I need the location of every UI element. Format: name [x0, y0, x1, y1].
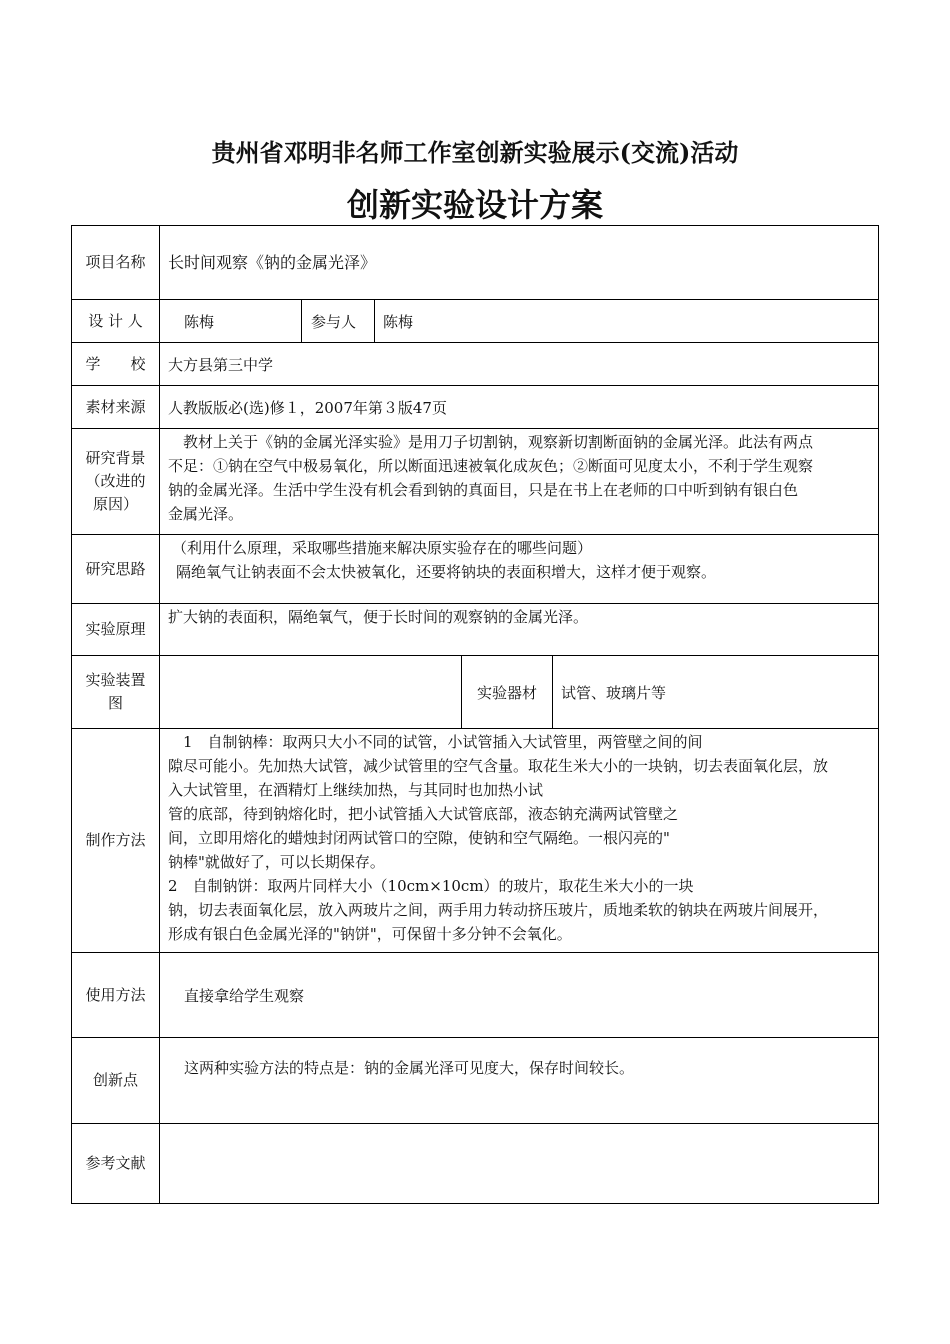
label-references: 参考文献 — [72, 1124, 160, 1203]
row-method — [71, 729, 879, 953]
background-line-2: 不足：①钠在空气中极易氧化，所以断面迅速被氧化成灰色；②断面可见度太小，不利于学生观察 — [168, 457, 814, 475]
value-participant — [376, 300, 413, 342]
apparatus-diagram-cell — [160, 656, 462, 728]
background-line-1: 教材上关于《钠的金属光泽实验》是用刀子切割钠，观察新切割断面钠的金属光泽。此法有两点 — [168, 433, 814, 451]
row-apparatus — [71, 656, 879, 729]
row-background — [71, 429, 879, 535]
row-approach — [71, 535, 879, 604]
label-usage: 使用方法 — [72, 953, 160, 1037]
value-usage: 直接拿给学生观察 — [184, 987, 305, 1005]
row-designer — [71, 300, 879, 343]
label-designer: 设 计 人 — [72, 300, 160, 342]
method-line-8: 钠，切去表面氧化层，放入两玻片之间，两手用力转动挤压玻片，质地柔软的钠块在两玻片间展开， — [168, 901, 829, 919]
label-approach: 研究思路 — [72, 535, 160, 603]
row-innovation — [71, 1038, 879, 1124]
label-participant — [303, 300, 375, 342]
value-designer — [160, 300, 302, 342]
document-title: 贵州省邓明非名师工作室创新实验展示(交流)活动 — [211, 138, 739, 167]
label-project: 项目名称 — [72, 226, 160, 299]
label-innovation: 创新点 — [72, 1038, 160, 1123]
method-line-5: 间，立即用熔化的蜡烛封闭两试管口的空隙，使钠和空气隔绝。一根闪亮的" — [168, 829, 670, 847]
value-method — [168, 730, 872, 946]
method-line-9: 形成有银白色金属光泽的"钠饼"，可保留十多分钟不会氧化。 — [168, 925, 572, 943]
method-line-1: 1 自制钠棒：取两只大小不同的试管，小试管插入大试管里，两管壁之间的间 — [168, 733, 703, 751]
value-background — [168, 430, 872, 526]
value-equipment — [553, 656, 666, 728]
value-project: 长时间观察《钠的金属光泽》 — [168, 253, 377, 272]
participant-label: 参与人 — [311, 312, 357, 331]
row-principle — [71, 604, 879, 656]
approach-line-2: 隔绝氧气让钠表面不会太快被氧化，还要将钠块的表面积增大，这样才便于观察。 — [176, 563, 717, 581]
label-background — [72, 429, 160, 534]
label-method: 制作方法 — [72, 729, 160, 952]
label-apparatus-line-2: 图 — [107, 694, 123, 712]
label-school: 学 校 — [72, 343, 160, 385]
value-source: 人教版版必(选)修１，2007年第３版47页 — [168, 399, 447, 417]
document-subtitle: 创新实验设计方案 — [346, 186, 603, 224]
label-equipment — [462, 656, 553, 728]
method-line-3: 入大试管里，在酒精灯上继续加热，与其同时也加热小试 — [168, 781, 544, 799]
background-line-3: 钠的金属光泽。生活中学生没有机会看到钠的真面目，只是在书上在老师的口中听到钠有银白色 — [168, 481, 799, 499]
method-line-2: 隙尽可能小。先加热大试管，减少试管里的空气含量。取花生米大小的一块钠，切去表面氧化层，放 — [168, 757, 829, 775]
value-innovation: 这两种实验方法的特点是：钠的金属光泽可见度大，保存时间较长。 — [184, 1059, 635, 1077]
label-principle: 实验原理 — [72, 604, 160, 655]
row-project — [71, 225, 879, 300]
label-background-line-1: 研究背景 — [85, 449, 146, 467]
method-line-4: 管的底部，待到钠熔化时，把小试管插入大试管底部，液态钠充满两试管壁之 — [168, 805, 679, 823]
label-apparatus-line-1: 实验装置 — [85, 671, 146, 689]
method-line-7: 2 自制钠饼：取两片同样大小（10cm×10cm）的玻片，取花生米大小的一块 — [168, 877, 694, 895]
row-school — [71, 343, 879, 386]
designer-name: 陈梅 — [184, 312, 215, 331]
label-apparatus — [72, 656, 160, 728]
row-references — [71, 1124, 879, 1204]
equipment-label: 实验器材 — [476, 683, 537, 702]
row-source — [71, 386, 879, 429]
method-line-6: 钠棒"就做好了，可以长期保存。 — [168, 853, 385, 871]
background-line-4: 金属光泽。 — [168, 505, 244, 523]
value-school: 大方县第三中学 — [168, 356, 274, 374]
value-approach — [172, 536, 872, 584]
label-background-line-2: （改进的 — [85, 472, 146, 490]
participant-name: 陈梅 — [383, 312, 414, 331]
approach-line-1: （利用什么原理，采取哪些措施来解决原实验存在的哪些问题） — [172, 539, 593, 557]
label-background-line-3: 原因） — [92, 495, 138, 513]
value-principle: 扩大钠的表面积，隔绝氧气，便于长时间的观察钠的金属光泽。 — [168, 608, 589, 626]
row-usage — [71, 953, 879, 1038]
equipment-value: 试管、玻璃片等 — [561, 683, 667, 702]
label-source: 素材来源 — [72, 386, 160, 428]
